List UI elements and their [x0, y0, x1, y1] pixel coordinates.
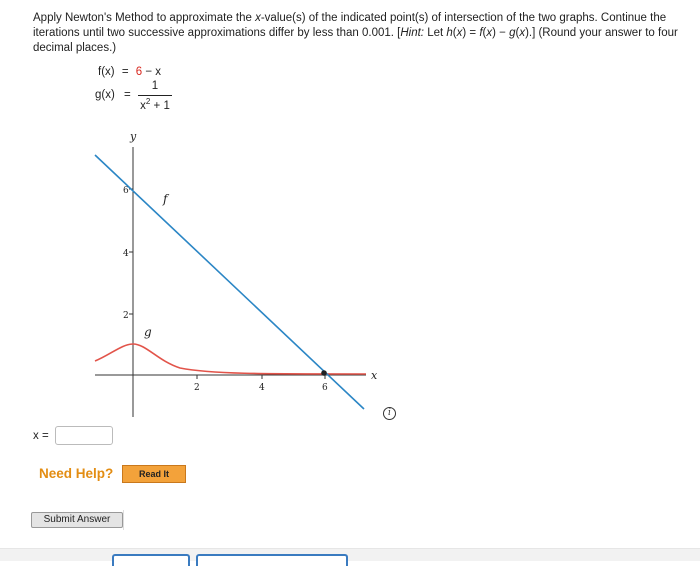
submit-answer-button[interactable]: Submit Answer: [31, 512, 123, 528]
fraction-bar: [138, 95, 172, 96]
y-tick-4: 4: [123, 249, 129, 259]
answer-label: x =: [33, 430, 49, 442]
footer-button-right[interactable]: [196, 554, 348, 566]
f-label: f: [163, 192, 168, 206]
intersection-point: [321, 370, 327, 376]
y-axis-label: y: [130, 130, 137, 143]
question-text: Apply Newton's Method to approximate the x-value(s) of the indicated point(s) of intersection of the two graphs. Continue the iterations until two successive approximations differ by less than 0.001. [Hint: Let h(x) = f(x) − g(x).] (Round your answer to four decimal places.): [33, 12, 678, 54]
graph: [80, 125, 390, 425]
footer-strip: [0, 548, 700, 561]
y-tick-2: 2: [123, 311, 129, 321]
g-fraction: [138, 80, 172, 114]
y-tick-6: 6: [123, 186, 129, 196]
x-tick-2: 2: [194, 383, 200, 393]
x-tick-6: 6: [322, 383, 328, 393]
need-help-label: Need Help?: [39, 466, 114, 481]
x-tick-4: 4: [259, 383, 265, 393]
g-denominator: $x^2 + 1$: [140, 97, 170, 112]
footer-button-left[interactable]: [112, 554, 190, 566]
g-lhs: g(x) =: [95, 89, 131, 101]
read-it-button[interactable]: Read It: [122, 465, 186, 483]
g-curve: [95, 344, 366, 374]
g-label: g: [144, 325, 152, 339]
g-numerator: 1: [151, 80, 159, 92]
info-icon[interactable]: i: [383, 407, 396, 420]
submit-divider: [123, 510, 124, 530]
x-axis-label: x: [371, 369, 378, 382]
f-definition: f(x) = 6 − x: [98, 66, 162, 78]
answer-input[interactable]: [55, 426, 113, 445]
